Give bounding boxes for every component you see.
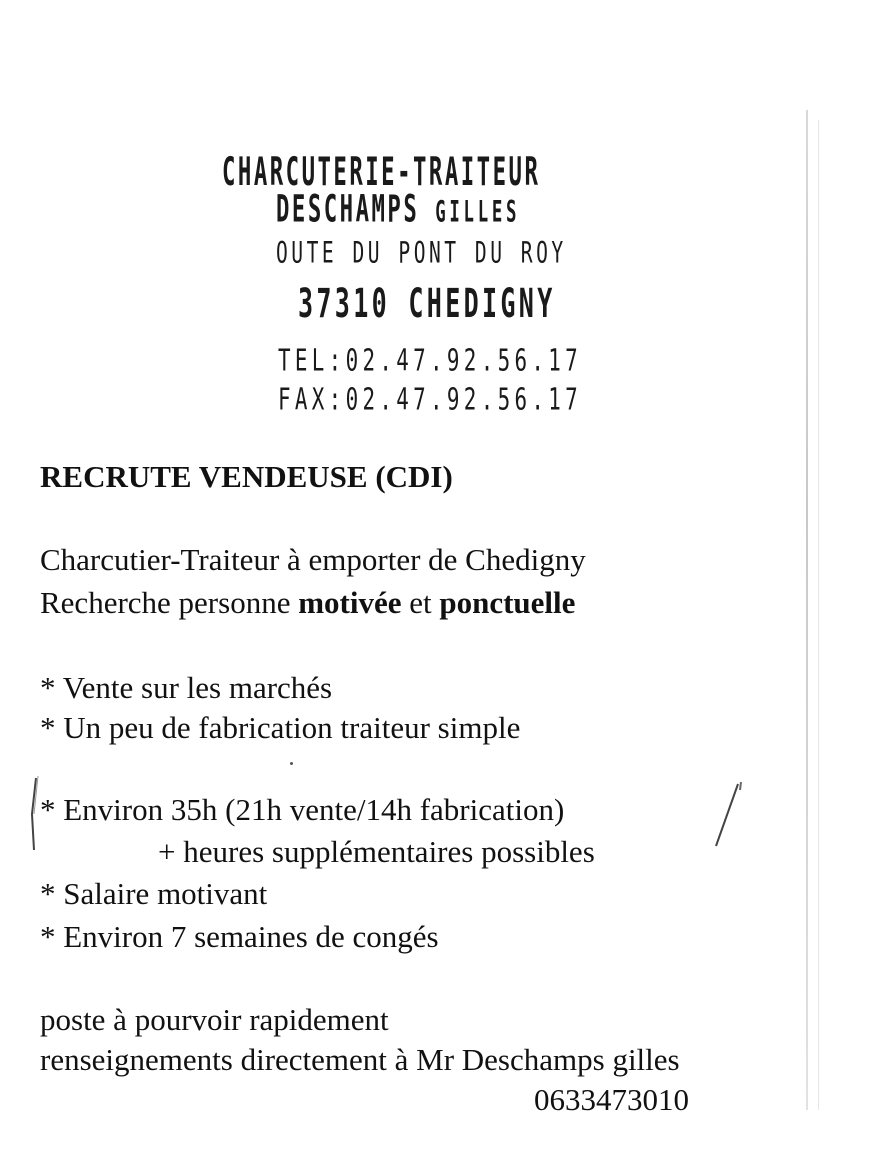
ad-bullet-holidays: * Environ 7 semaines de congés xyxy=(40,919,439,954)
ad-keyword-motivee: motivée xyxy=(298,585,402,620)
ad-keyword-ponctuelle: ponctuelle xyxy=(439,585,576,620)
stamp-surname: DESCHAMPS xyxy=(276,188,420,232)
ad-bullet-overtime: + heures supplémentaires possibles xyxy=(158,834,595,869)
ad-intro-text-a: Recherche personne xyxy=(40,585,299,620)
stamp-street: OUTE DU PONT DU ROY xyxy=(276,235,567,270)
ad-intro-line1: Charcutier-Traiteur à emporter de Chedigny xyxy=(40,542,586,577)
paper-edge-line xyxy=(818,120,819,1110)
ad-bullet-hours: * Environ 35h (21h vente/14h fabrication) xyxy=(40,792,565,827)
ad-footer-urgency: poste à pourvoir rapidement xyxy=(40,1002,389,1037)
ad-intro-text-c: et xyxy=(401,585,440,620)
stamp-fax: FAX:02.47.92.56.17 xyxy=(278,381,583,417)
staple-left-icon xyxy=(26,774,42,854)
paper-edge-shadow xyxy=(806,110,808,1110)
staple-right-icon xyxy=(706,780,746,852)
ad-bullet-salary: * Salaire motivant xyxy=(40,876,268,911)
stamp-tel: TEL:02.47.92.56.17 xyxy=(278,342,583,378)
stamp-firstname: GILLES xyxy=(435,194,521,229)
paper-speck xyxy=(290,762,293,765)
ad-intro-line2 xyxy=(40,587,575,618)
stamp-business-type: CHARCUTERIE-TRAITEUR xyxy=(222,150,541,196)
stamp-owner-name xyxy=(276,188,520,231)
ad-bullet-sales: * Vente sur les marchés xyxy=(40,670,333,705)
stamp-city: 37310 CHEDIGNY xyxy=(298,280,556,327)
ad-footer-contact: renseignements directement à Mr Deschamps gilles xyxy=(40,1042,680,1077)
ad-bullet-production: * Un peu de fabrication traiteur simple xyxy=(40,710,521,745)
ad-heading: RECRUTE VENDEUSE (CDI) xyxy=(40,459,453,494)
ad-phone-number: 0633473010 xyxy=(534,1082,689,1117)
